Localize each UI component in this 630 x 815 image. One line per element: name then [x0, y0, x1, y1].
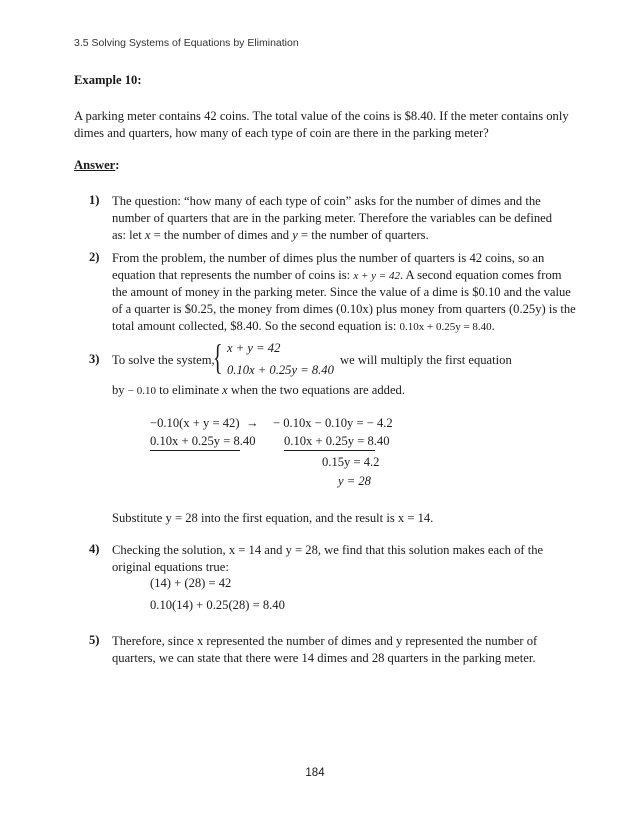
problem-line-1: A parking meter contains 42 coins. The total value of the coins is $8.40. If the meter contains only [74, 109, 569, 123]
page-number: 184 [305, 767, 325, 779]
step-1-number: 1) [89, 193, 100, 207]
step-2-line-2: equation that represents the number of coins is: x + y = 42. A second equation comes from [112, 268, 562, 282]
second-equation-right: 0.10x + 0.25y = 8.40 [284, 434, 390, 448]
check-equation-1: (14) + (28) = 42 [150, 576, 232, 590]
check-equation-2: 0.10(14) + 0.25(28) = 8.40 [150, 598, 285, 612]
system-brace: { [213, 337, 223, 377]
step-5-number: 5) [89, 633, 100, 647]
right-sum-line [284, 450, 375, 451]
step-1-line-1: The question: “how many of each type of coin” asks for the number of dimes and the [112, 194, 541, 208]
step-2-line-3: the amount of money in the parking meter. Since the value of a dime is $0.10 and the value [112, 285, 571, 299]
step-5-line-2: quarters, we can state that there were 14 dimes and 28 quarters in the parking meter. [112, 651, 536, 665]
step-3-line-1-end: we will multiply the first equation [340, 353, 512, 367]
system-equation-2: 0.10x + 0.25y = 8.40 [227, 363, 334, 377]
answer-colon: : [115, 158, 120, 172]
step-2-line-4: of a quarter is $0.25, the money from dimes (0.10x) plus money from quarters (0.25y) is the [112, 302, 576, 316]
step-3-number: 3) [89, 352, 100, 366]
step-5-line-1: Therefore, since x represented the number of dimes and y represented the number of [112, 634, 538, 648]
expanded-equation: − 0.10x − 0.10y = − 4.2 [273, 416, 393, 430]
second-equation-left: 0.10x + 0.25y = 8.40 [150, 434, 256, 448]
example-title: Example 10: [74, 73, 142, 87]
step-3-line-2: by − 0.10 to eliminate x when the two equations are added. [112, 383, 405, 397]
sum-equation: 0.15y = 4.2 [322, 455, 380, 469]
system-equation-1: x + y = 42 [227, 341, 281, 355]
multiplied-equation: −0.10(x + y = 42) [150, 416, 240, 430]
step-4-line-2: original equations true: [112, 560, 229, 574]
step-2-line-1: From the problem, the number of dimes plus the number of quarters is 42 coins, so an [112, 251, 545, 265]
step-3-intro: To solve the system, [112, 353, 215, 367]
left-sum-line [150, 450, 240, 451]
running-header: 3.5 Solving Systems of Equations by Elimination [74, 37, 299, 49]
problem-line-2: dimes and quarters, how many of each type of coin are there in the parking meter? [74, 126, 489, 140]
y-solution: y = 28 [338, 474, 371, 488]
step-2-line-5: total amount collected, $8.40. So the second equation is: 0.10x + 0.25y = 8.40. [112, 319, 495, 333]
answer-label: Answer [74, 158, 116, 172]
money-equation: 0.10x + 0.25y = 8.40 [399, 321, 492, 333]
step-2-number: 2) [89, 250, 100, 264]
step-1-line-2: number of quarters that are in the parking meter. Therefore the variables can be defined [112, 211, 553, 225]
step-4-number: 4) [89, 542, 100, 556]
step-1-line-3: as: let x = the number of dimes and y = the number of quarters. [112, 228, 429, 242]
arrow: → [246, 416, 259, 430]
substitution-line: Substitute y = 28 into the first equation, and the result is x = 14. [112, 511, 434, 525]
answer-heading [74, 157, 119, 175]
step-4-line-1: Checking the solution, x = 14 and y = 28, we find that this solution makes each of the [112, 543, 544, 557]
coin-count-equation: x + y = 42 [353, 270, 400, 282]
